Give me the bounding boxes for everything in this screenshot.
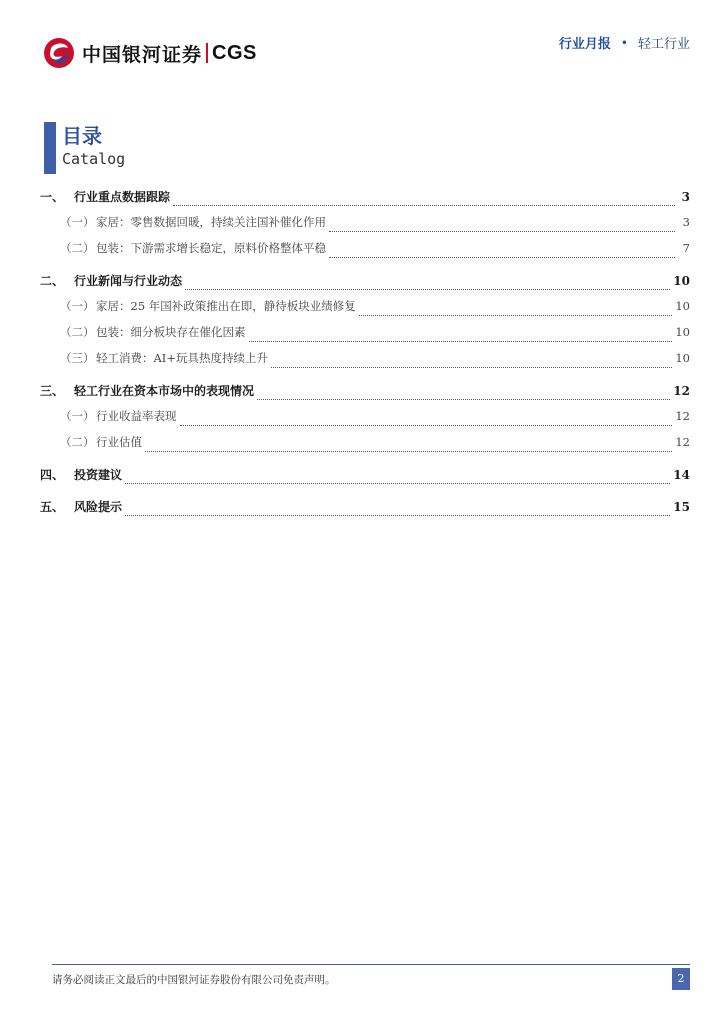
toc-subsection-link[interactable] [40,324,690,350]
toc-leader-dots [180,425,673,426]
toc-title: 包装：细分板块存在催化因素 [96,325,246,339]
header-separator: • [620,35,628,50]
toc-section-link[interactable] [40,498,690,524]
title-accent-bar [44,122,56,174]
toc-section-link[interactable] [40,188,690,214]
toc-number: （三） [60,351,95,365]
toc-page-number: 14 [673,468,690,482]
toc-leader-dots [249,341,673,342]
toc-leader-dots [125,483,670,484]
toc-page-number: 10 [675,299,690,313]
page-number: 2 [672,968,690,990]
toc-subsection-link[interactable] [40,350,690,376]
toc-number: 二、 [40,274,65,288]
toc-leader-dots [271,367,672,368]
toc-subsection-link[interactable] [40,408,690,434]
catalog-title-en: Catalog [62,150,126,168]
toc-leader-dots [329,257,675,258]
toc-subsection-link[interactable] [40,298,690,324]
toc-leader-dots [125,515,670,516]
footer-disclaimer: 请务必阅读正文最后的中国银河证券股份有限公司免责声明。 [52,974,336,986]
toc-title: 家居：零售数据回暖，持续关注国补催化作用 [96,215,326,229]
toc-leader-dots [257,399,670,400]
toc-number: （二） [60,325,95,339]
toc-page-number: 10 [675,325,690,339]
toc-leader-dots [185,289,670,290]
brand-name-en: CGS [212,41,257,64]
toc-leader-dots [145,451,672,452]
toc-section-link[interactable] [40,466,690,492]
toc-page-number: 12 [673,384,690,398]
toc-page-number: 3 [681,190,690,204]
toc-page-number: 7 [682,241,690,255]
toc-title: 行业重点数据跟踪 [74,190,171,204]
toc-page-number: 15 [673,500,690,514]
toc-title: 家居：25 年国补政策推出在即，静待板块业绩修复 [96,299,356,313]
toc-title: 轻工行业在资本市场中的表现情况 [74,384,255,398]
table-of-contents [40,186,690,524]
footer-divider [52,964,690,965]
toc-leader-dots [329,231,675,232]
toc-page-number: 10 [673,274,690,288]
toc-leader-dots [359,315,673,316]
toc-number: 一、 [40,190,65,204]
toc-page-number: 10 [675,351,690,365]
brand-name-cn: 中国银河证券 [82,43,203,66]
toc-title: 行业估值 [96,435,142,449]
toc-number: （一） [60,299,95,313]
report-tag [559,33,690,52]
toc-number: 三、 [40,384,65,398]
toc-number: 四、 [40,468,65,482]
toc-number: （二） [60,435,95,449]
catalog-title-cn: 目录 [62,124,102,148]
toc-title: 轻工消费：AI+玩具热度持续上升 [96,351,268,365]
toc-subsection-link[interactable] [40,214,690,240]
sector-label: 轻工行业 [637,37,690,52]
cgs-logo-icon [42,36,76,70]
toc-page-number: 12 [675,409,690,423]
toc-number: 五、 [40,500,65,514]
toc-subsection-link[interactable] [40,434,690,460]
toc-title: 投资建议 [74,468,123,482]
toc-title: 行业收益率表现 [96,409,177,423]
toc-section-link[interactable] [40,382,690,408]
toc-title: 行业新闻与行业动态 [74,274,183,288]
toc-page-number: 12 [675,435,690,449]
toc-leader-dots [173,205,675,206]
page-header [0,0,724,80]
report-type: 行业月报 [558,37,611,52]
toc-subsection-link[interactable] [40,240,690,266]
company-logo [42,36,257,70]
toc-page-number: 3 [682,215,690,229]
toc-title: 包装：下游需求增长稳定，原料价格整体平稳 [96,241,326,255]
brand-divider [206,43,208,63]
toc-number: （一） [60,215,95,229]
toc-number: （一） [60,409,95,423]
toc-section-link[interactable] [40,272,690,298]
toc-title: 风险提示 [74,500,123,514]
toc-number: （二） [60,241,95,255]
